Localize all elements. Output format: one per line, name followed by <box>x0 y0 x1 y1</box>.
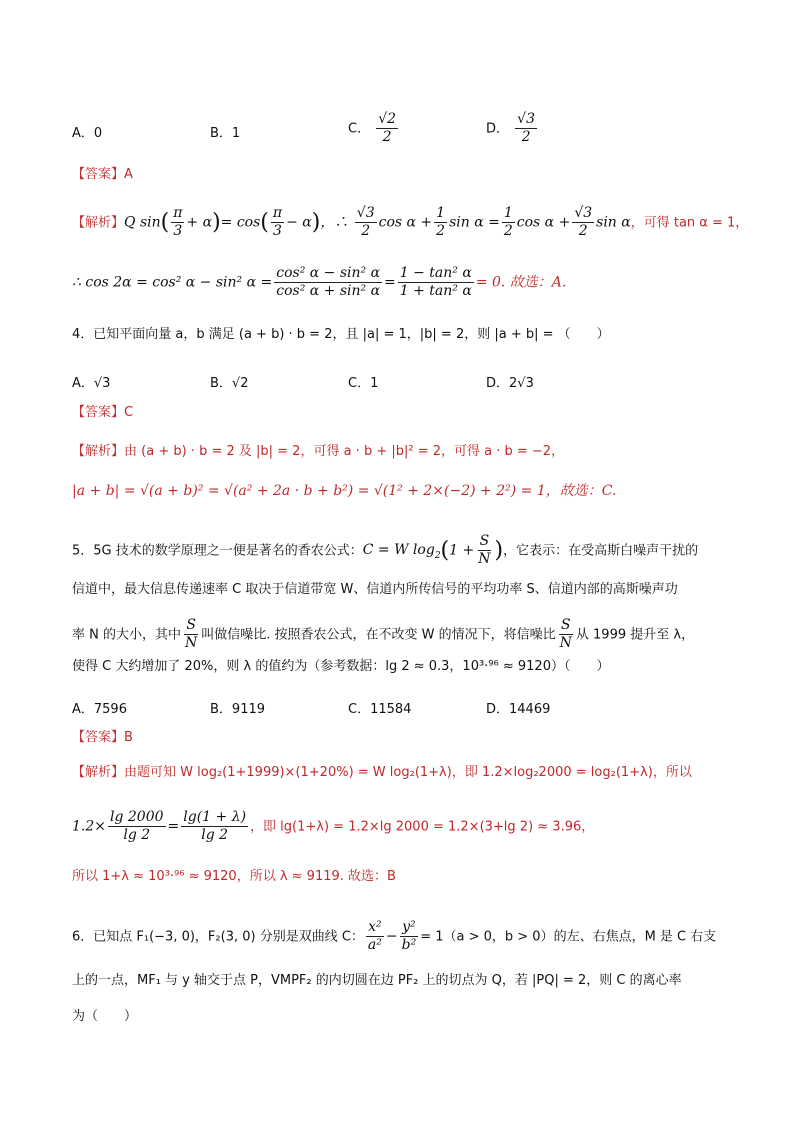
q4-stem: 4．已知平面向量 a，b 满足 (a + b) · b = 2，且 |a| = 1，|b| = 2，则 |a + b| = （ ） <box>72 327 610 342</box>
analysis-tag: 【解析】 <box>72 765 125 780</box>
q5-analysis-text-2: ，即 lg(1+λ) = 1.2×lg 2000 = 1.2×(3+lg 2) ≈ 3.96， <box>250 819 595 835</box>
option-d: D．14469 <box>486 702 551 717</box>
q5-stem-text-3c: 从 1999 提升至 λ， <box>575 627 695 643</box>
option-a: A．√3 <box>72 376 111 391</box>
option-d-label: D． <box>486 121 510 137</box>
q6-stem-text-1b: = 1（a > 0，b > 0）的左、右焦点，M 是 C 右支 <box>420 929 717 945</box>
answer-tag: 【答案】 <box>72 405 125 420</box>
q4-analysis-text-1: 由 (a + b) · b = 2 及 |b| = 2，可得 a · b + |b|² = 2，可得 a · b = −2， <box>124 444 565 459</box>
option-a: A．0 <box>72 126 103 141</box>
option-c <box>348 112 400 146</box>
q5-answer <box>72 731 133 744</box>
option-c-frac <box>376 112 398 146</box>
analysis-tag: 【解析】 <box>72 215 125 231</box>
q5-analysis-text-1: 由题可知 W log₂(1+1999)×(1+20%) = W log₂(1+λ)，即 1.2×log₂2000 = log₂(1+λ)，所以 <box>124 765 692 780</box>
option-c-num: √2 <box>376 112 398 129</box>
q4-analysis-line-1 <box>72 445 564 458</box>
q4-answer <box>72 406 133 419</box>
answer-value: C <box>124 405 134 420</box>
q5-stem-line-4: 使得 C 大约增加了 20%，则 λ 的值约为（参考数据：lg 2 ≈ 0.3，10³·⁹⁶ ≈ 9120）（ ） <box>72 659 610 674</box>
analysis-tag: 【解析】 <box>72 444 125 459</box>
q5-stem-text-3b: 叫做信噪比. 按照香农公式，在不改变 W 的情况下，将信噪比 <box>201 627 556 643</box>
q5-stem-line-3: 率 N 的大小，其中 $\frac{S}{N}$ 叫做信噪比. 按照香农公式，在不改变 W 的情况下，将信噪比 $\frac{S}{N}$ 从 1999 提升至 λ， <box>72 617 695 652</box>
q3-analysis-end: = 0. 故选：A. <box>475 274 567 291</box>
option-c: C．11584 <box>348 702 412 717</box>
q4-analysis-line-2 <box>72 484 616 498</box>
answer-value: B <box>124 730 133 745</box>
option-d-den: 2 <box>521 129 531 146</box>
option-b: B．1 <box>210 126 241 141</box>
answer-tag: 【答案】 <box>72 167 125 182</box>
q4-analysis-text-2: |a + b| = √(a + b)² = √(a² + 2a · b + b²) = √(1² + 2×(−2) + 2²) = 1，故选：C. <box>72 483 617 499</box>
q6-stem-line-2: 上的一点，MF₁ 与 y 轴交于点 P，VMPF₂ 的内切圆在边 PF₂ 上的切点为 Q，若 |PQ| = 2，则 C 的离心率 <box>72 973 682 988</box>
option-b: B．√2 <box>210 376 249 391</box>
option-d-frac <box>515 112 537 146</box>
q6-stem-line-3: 为（ ） <box>72 1009 138 1024</box>
q5-stem-text-1b: ，它表示：在受高斯白噪声干扰的 <box>503 543 699 559</box>
option-d: D．2√3 <box>486 376 534 391</box>
q3-analysis-line-1: 【解析】Q sin( $\frac{\pi}{3}$ + α)= cos( $\frac{\pi}{3}$ − α)，∴ $\frac{√3}{2}$ cos α + $\frac{1}{2}$ sin α = $\frac{1}{2}$ cos α + $\frac{√3}{2}$ sin α，可得 tan α = 1， <box>72 205 749 240</box>
q6-stem-text-1a: 6．已知点 F₁(−3, 0)，F₂(3, 0) 分别是双曲线 C： <box>72 929 364 945</box>
option-b: B．9119 <box>210 702 266 717</box>
q3-analysis-line-2: ∴ cos 2α = cos² α − sin² α = $\frac{\text{cos² α − sin² α}}{\text{cos² α + sin² α}}$ = $\frac{\text{1 − tan² α}}{\text{1 + tan² α}}$ = 0. 故选：A. <box>72 265 567 300</box>
q6-stem-line-1: 6．已知点 F₁(−3, 0)，F₂(3, 0) 分别是双曲线 C： $\frac{\text{x²}}{\text{a²}}$ − $\frac{\text{y²}}{\text{b²}}$ = 1（a > 0，b > 0）的左、右焦点，M 是 C 右支 <box>72 919 717 954</box>
q5-stem-text-1a: 5．5G 技术的数学原理之一便是著名的香农公式： <box>72 543 363 559</box>
q5-analysis-line-2: 1.2× $\frac{\lg 2000}{\lg 2}$ = $\frac{\lg(1 + \lambda)}{\lg 2}$ ，即 lg(1+λ) = 1.2×lg 2000 = 1.2×(3+lg 2) ≈ 3.96， <box>72 809 595 844</box>
q5-stem-line-1: 5．5G 技术的数学原理之一便是著名的香农公式：C = W $\log_2(1$ + $\frac{S}{N}$ )，它表示：在受高斯白噪声干扰的 <box>72 533 699 568</box>
q3-analysis-suffix: ，可得 tan α = 1， <box>630 215 749 231</box>
option-c-den: 2 <box>382 129 392 146</box>
q5-analysis-line-1 <box>72 766 692 779</box>
option-a: A．7596 <box>72 702 127 717</box>
answer-value: A <box>124 167 133 182</box>
option-d <box>486 112 539 146</box>
q5-stem-text-3a: 率 N 的大小，其中 <box>72 627 181 643</box>
answer-tag: 【答案】 <box>72 730 125 745</box>
q3-formula-a: Q sin <box>124 214 161 231</box>
option-c-label: C． <box>348 121 371 137</box>
option-d-num: √3 <box>515 112 537 129</box>
q3-formula-b: = cos <box>220 214 261 231</box>
q5-analysis-line-3 <box>72 870 396 883</box>
q5-stem-line-2: 信道中，最大信息传递速率 C 取决于信道带宽 W、信道内所传信号的平均功率 S、信道内部的高斯噪声功 <box>72 582 678 597</box>
q5-analysis-text-3: 所以 1+λ ≈ 10³·⁹⁶ ≈ 9120，所以 λ ≈ 9119. 故选：B <box>72 869 396 884</box>
option-c: C．1 <box>348 376 379 391</box>
q3-answer <box>72 168 133 181</box>
